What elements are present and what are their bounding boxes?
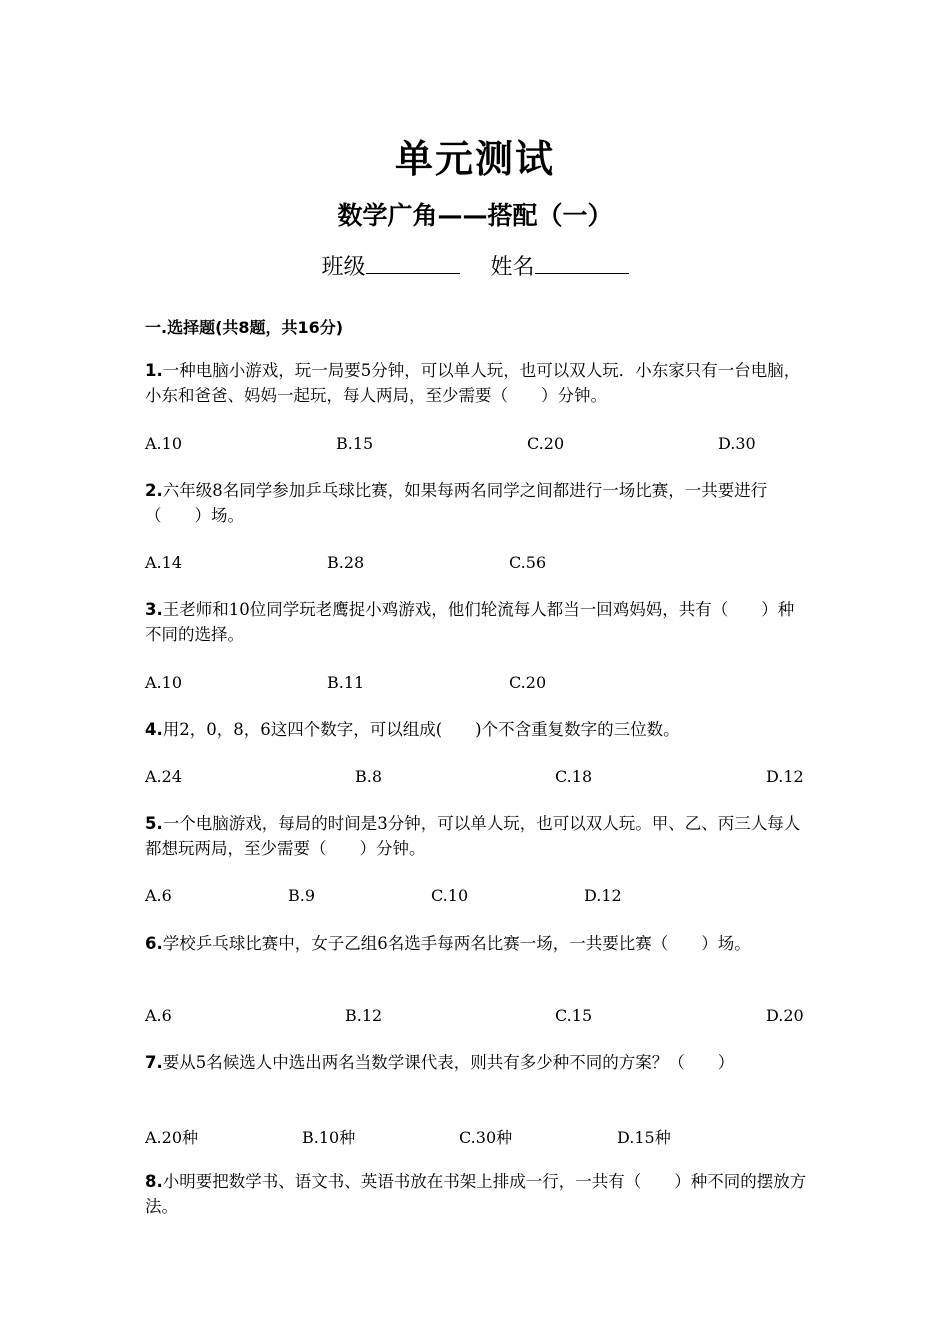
option-a: A.6 (145, 886, 172, 905)
name-field (491, 250, 629, 281)
option-a: A.10 (145, 673, 182, 692)
question-text: 要从5名候选人中选出两名当数学课代表，则共有多少种不同的方案？（ ） (162, 1053, 735, 1072)
option-c: C.30种 (459, 1128, 513, 1147)
name-label: 姓名 (490, 255, 535, 280)
question-text: 六年级8名同学参加乒乓球比赛，如果每两名同学之间都进行一场比赛，一共要进行（ ）场。 (145, 481, 768, 525)
question-6 (145, 931, 810, 956)
question-4-options (145, 767, 825, 789)
question-text: 学校乒乓球比赛中，女子乙组6名选手每两名比赛一场，一共要比赛（ ）场。 (162, 934, 751, 953)
question-text: 一个电脑游戏，每局的时间是3分钟，可以单人玩，也可以双人玩。甲、乙、丙三人每人都想玩两局，至少需要（ ）分钟。 (145, 814, 801, 858)
option-a: A.6 (145, 1006, 172, 1025)
question-8 (145, 1169, 810, 1219)
question-7-options (145, 1125, 825, 1147)
class-blank (366, 251, 460, 274)
option-c: C.10 (431, 886, 469, 905)
class-label: 班级 (321, 255, 366, 280)
option-d: D.12 (766, 767, 804, 786)
page-title: 单元测试 (394, 137, 555, 181)
question-text: 小明要把数学书、语文书、英语书放在书架上排成一行，一共有（ ）种不同的摆放方法。 (145, 1172, 807, 1216)
option-b: B.8 (355, 767, 383, 786)
option-d: D.15种 (617, 1128, 671, 1147)
class-field (321, 250, 459, 281)
option-d: D.20 (766, 1006, 804, 1025)
question-5 (145, 811, 810, 861)
option-b: B.12 (345, 1006, 383, 1025)
option-b: B.15 (336, 434, 374, 453)
question-number: 1. (145, 361, 163, 380)
question-7 (145, 1050, 810, 1075)
question-1 (145, 358, 810, 408)
name-blank (535, 251, 629, 274)
option-c: C.15 (555, 1006, 593, 1025)
section-heading: 一.选择题(共8题，共16分) (145, 318, 344, 337)
option-a: A.10 (145, 434, 182, 453)
option-a: A.14 (145, 553, 182, 572)
question-number: 2. (145, 481, 163, 500)
option-c: C.20 (527, 434, 565, 453)
question-2-options (145, 553, 825, 575)
option-a: A.24 (145, 767, 182, 786)
question-4 (145, 717, 810, 742)
question-5-options (145, 886, 825, 908)
question-3-options (145, 673, 825, 695)
question-number: 5. (145, 814, 163, 833)
option-d: D.30 (718, 434, 756, 453)
question-number: 3. (145, 600, 163, 619)
question-2 (145, 478, 810, 528)
option-c: C.20 (509, 673, 547, 692)
question-text: 王老师和10位同学玩老鹰捉小鸡游戏，他们轮流每人都当一回鸡妈妈，共有（ ）种不同的选择。 (145, 600, 795, 644)
question-6-options (145, 1006, 825, 1028)
question-number: 7. (145, 1053, 163, 1072)
question-3 (145, 597, 810, 647)
option-b: B.10种 (302, 1128, 356, 1147)
option-b: B.28 (327, 553, 365, 572)
page-subtitle: 数学广角——搭配（一） (337, 201, 613, 230)
question-number: 8. (145, 1172, 163, 1191)
option-c: C.56 (509, 553, 547, 572)
question-number: 6. (145, 934, 163, 953)
question-number: 4. (145, 720, 163, 739)
student-info-row (0, 250, 950, 281)
option-b: B.11 (327, 673, 365, 692)
option-d: D.12 (584, 886, 622, 905)
option-a: A.20种 (145, 1128, 199, 1147)
question-text: 用2，0，8，6这四个数字，可以组成( )个不含重复数字的三位数。 (162, 720, 680, 739)
option-c: C.18 (555, 767, 593, 786)
question-1-options (145, 434, 825, 456)
option-b: B.9 (288, 886, 316, 905)
question-text: 一种电脑小游戏，玩一局要5分钟，可以单人玩，也可以双人玩．小东家只有一台电脑，小东和爸爸、妈妈一起玩，每人两局，至少需要（ ）分钟。 (145, 361, 801, 405)
